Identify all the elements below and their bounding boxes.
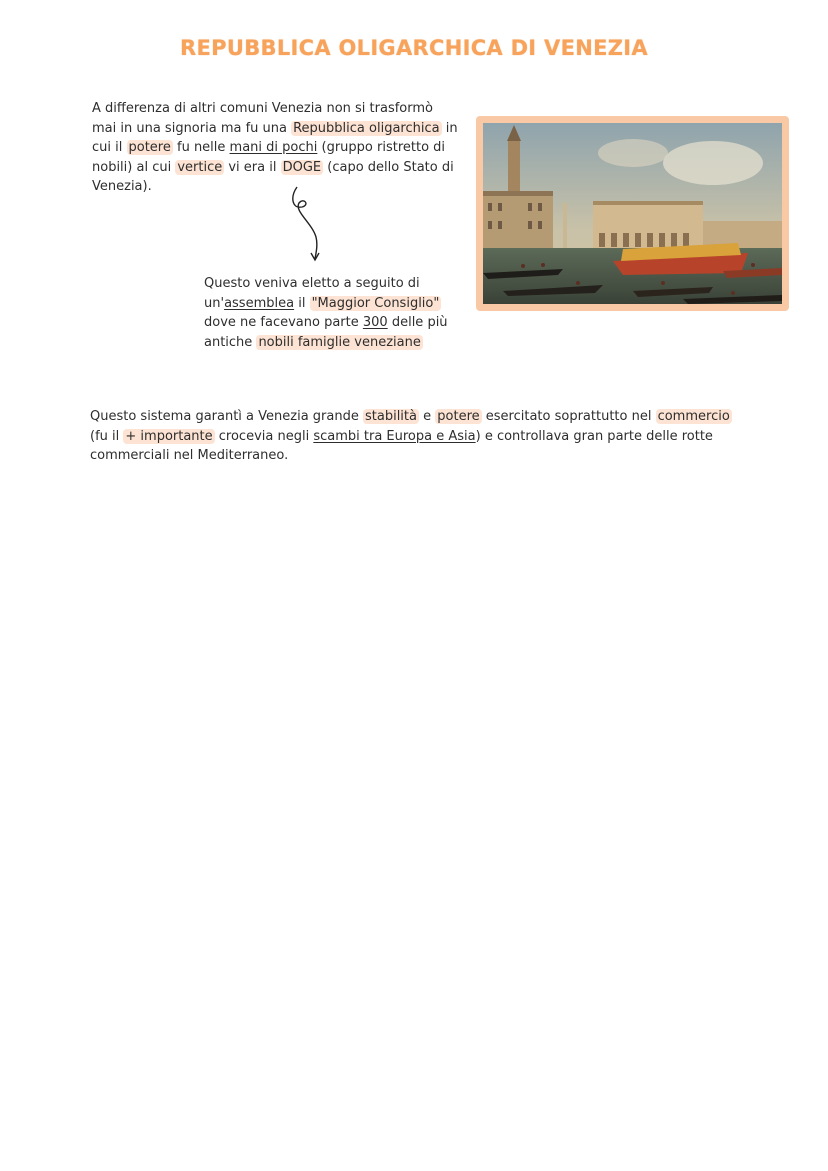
page-title: REPUBBLICA OLIGARCHICA DI VENEZIA [180,36,648,60]
text-run: e [419,409,436,424]
highlight-commercio: commercio [657,409,730,424]
paragraph-maggior-consiglio [204,274,454,352]
text-run: ) e controllava gran parte delle rotte commerciali nel Mediterraneo. [90,428,713,463]
paragraph-oligarchy [92,99,460,197]
highlight-maggior-consiglio: "Maggior Consiglio" [311,295,440,311]
text-run: Questo sistema garantì a Venezia grande [90,409,363,424]
text-run: Questo veniva eletto a seguito di un' [204,276,420,311]
text-run: A differenza di altri comuni Venezia non si trasformò mai in una signoria ma fu una [92,101,433,136]
highlight-doge: DOGE [282,159,322,175]
text-run: il [294,295,310,311]
text-run: delle più antiche [204,315,448,350]
highlight-vertice: vertice [177,159,223,175]
underline-scambi: scambi tra Europa e Asia [313,428,476,444]
underline-300: 300 [362,315,388,330]
highlight-nobili-famiglie: nobili famiglie veneziane [258,334,421,350]
highlight-repubblica: Repubblica oligarchica [293,120,440,136]
curved-arrow-icon [282,183,328,263]
underline-assemblea: assemblea [224,295,295,311]
venice-painting-image [483,123,782,304]
text-run: (gruppo ristretto di nobili) al cui [92,140,446,175]
text-run: fu nelle [172,140,230,155]
text-run: (capo dello Stato di Venezia). [92,159,454,194]
highlight-importante: + importante [125,428,213,444]
highlight-stabilita: stabilità [365,409,417,424]
text-run: vi era il [224,159,281,175]
venice-painting [476,116,789,311]
text-run: dove ne facevano parte [204,315,363,330]
text-run: esercitato soprattutto nel [481,409,656,424]
text-run: (fu il [90,428,124,444]
highlight-potere: potere [128,140,171,155]
underline-mani-di-pochi: mani di pochi [229,140,318,155]
text-run: crocevia negli [214,428,314,444]
paragraph-commercio [90,407,740,466]
highlight-potere-2: potere [437,409,480,424]
text-run: in cui il [92,120,458,155]
